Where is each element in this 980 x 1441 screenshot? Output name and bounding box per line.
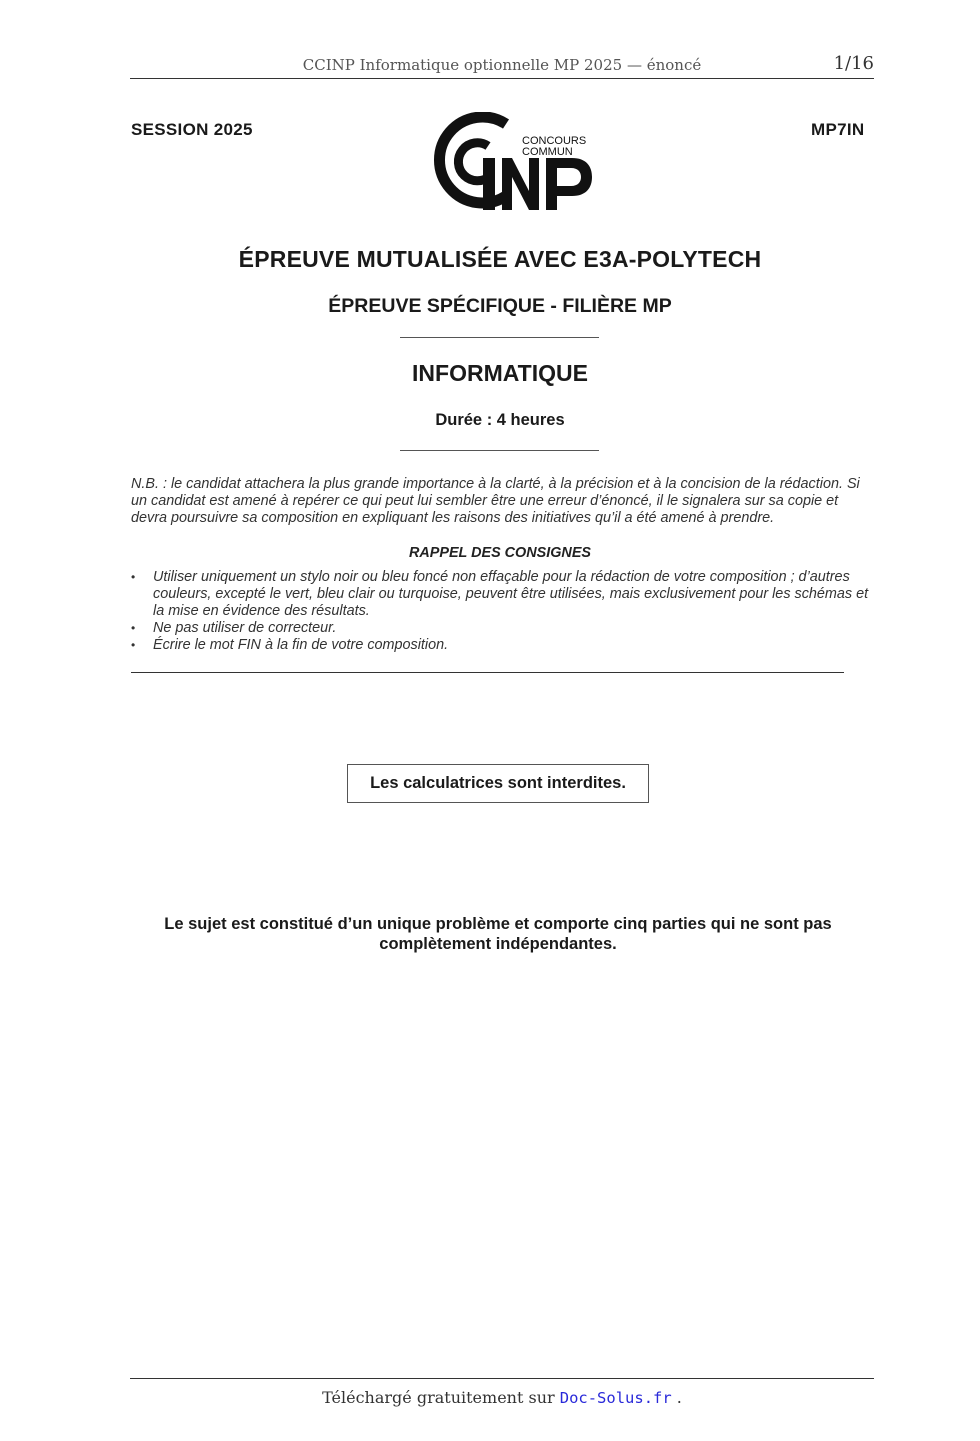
divider — [400, 450, 599, 451]
instruction-item: • Ne pas utiliser de correcteur. — [131, 620, 875, 637]
session-label: SESSION 2025 — [131, 120, 253, 139]
running-header — [130, 52, 874, 79]
ccinp-logo — [428, 112, 598, 216]
instructions-list — [131, 569, 875, 654]
logo-text-concours: CONCOURS — [522, 135, 587, 147]
exam-code: MP7IN — [811, 120, 865, 139]
exam-subtitle: ÉPREUVE SPÉCIFIQUE - FILIÈRE MP — [328, 295, 672, 317]
divider — [400, 337, 599, 338]
nb-paragraph: N.B. : le candidat attachera la plus grande importance à la clarté, à la précision et à la concision de la rédaction. Si un candidat est amené à repérer ce qui peut lui sembler être une erreur d’énoncé, il le signalera sur sa copie et devra poursuivre sa composition en expliquant les raisons des initiatives qu’il a été amené à prendre. — [131, 476, 860, 526]
footer-divider — [130, 1378, 874, 1379]
running-title: CCINP Informatique optionnelle MP 2025 — énoncé — [302, 56, 702, 74]
footer-text: Téléchargé gratuitement sur — [322, 1388, 560, 1407]
footer-link[interactable]: Doc-Solus.fr — [559, 1389, 672, 1407]
instruction-item: • Écrire le mot FIN à la fin de votre composition. — [131, 637, 875, 654]
footer-suffix: . — [671, 1388, 682, 1407]
page-number: 1/16 — [833, 53, 874, 74]
duration: Durée : 4 heures — [435, 411, 565, 429]
exam-title: ÉPREUVE MUTUALISÉE AVEC E3A-POLYTECH — [238, 246, 762, 272]
calculator-notice: Les calculatrices sont interdites. — [347, 764, 649, 803]
instruction-item: • Utiliser uniquement un stylo noir ou bleu foncé non effaçable pour la rédaction de votre composition ; d’autres couleurs, excepté le vert, bleu clair ou turquoise, peuvent être utilisées, mais exclusivement pour les schémas et la mise en évidence des résultats. — [131, 569, 875, 620]
footer — [130, 1388, 874, 1407]
logo-text-commun: COMMUN — [522, 146, 573, 158]
subject-description: Le sujet est constitué d’un unique problème et comporte cinq parties qui ne sont pas complètement indépendantes. — [164, 915, 832, 953]
instructions-title: RAPPEL DES CONSIGNES — [408, 545, 592, 561]
divider — [131, 672, 844, 673]
subject-title: INFORMATIQUE — [412, 360, 588, 386]
